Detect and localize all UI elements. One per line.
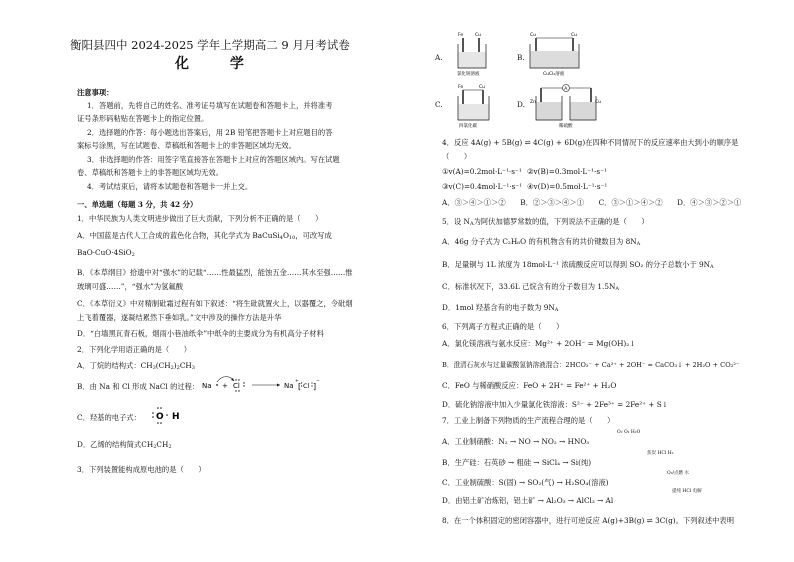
q7-option-a: A．工业制硝酸：N₂ → NO → NO₂ → HNO₃ [442,437,590,446]
q2-option-c: C．羟基的电子式： [77,413,141,422]
q4-rate-2: ②v(B)=0.3mol·L⁻¹·s⁻¹ [527,167,607,176]
solution [459,52,486,68]
section-heading: 一、单选题（每题 3 分，共 42 分） [77,200,198,209]
question-4-paren: （ ） [442,152,472,161]
q7-option-b: B．生产硅：石英砂 → 粗硅 → SiCl₄ → Si(纯) [442,458,592,467]
reagent-label: 提纯 [672,489,681,494]
electron-dot [235,379,236,380]
subscript: A [554,307,559,313]
cl-ion-label: Cl [303,382,310,390]
subscript: A [710,264,714,270]
bracket-left-icon: [ [298,382,302,391]
figure-a-label: A. [435,53,443,62]
notice-heading: 注意事项： [77,88,114,97]
q5-option-b [442,260,714,272]
q5-option-d-text: D．1mol 羟基含有的电子数为 9N [442,303,555,312]
plus-sign: + [222,382,228,390]
solution [531,51,579,68]
na-electron-dot [216,384,218,386]
electron-dot [243,382,244,383]
solution [571,102,596,120]
electrode-label: Zn [530,100,536,105]
formula-part: BaO·CuO·4SiO [77,248,132,257]
question-7-stem: 7．工业上制备下列物质的生产流程合理的是（ ） [442,416,615,425]
q1-option-c: C．《本草衍义》中对精制砒霜过程有如下叙述：“将生砒就置火上，以器覆之，令砒烟 [77,299,353,308]
figure-caption: 稀硫酸 [559,124,573,129]
solution [537,102,562,120]
formula-part: ) [173,361,177,370]
nacl-formation-diagram [200,373,320,397]
q7-option-d: D．由铝土矿冶炼铝，铝土矿 → Al₂O₃ → AlCl₃ → Al [442,496,614,505]
q5-option-a [442,237,640,249]
formula-part: CH [141,440,154,449]
na-ion-label: Na [284,382,294,390]
q6-option-b: B．澄清石灰水与过量碳酸氢钠溶液混合：2HCO₃⁻ + Ca²⁺ + 2OH⁻ = CaCO₃↓ + 2H₂O + CO₃²⁻ [442,361,740,369]
electron-dot [238,379,239,380]
figure-b-label: B. [517,53,525,62]
q1-option-b-cont: 玻璃可盛……”，“强水”为氢氟酸 [77,282,184,291]
cell-figure-d [529,82,604,130]
question-4-stem: 4．反应 4A(g) + 5B(g) ⇌ 4C(g) + 6D(g)在四种不同情况下的反应速率由大到小的顺序是 [442,138,739,147]
positive-charge: + [295,379,299,384]
q2-option-d-text: D．乙烯的结构简式 [77,440,142,449]
q5-option-b-text: B．足量铜与 1L 浓度为 18mol·L⁻¹ 浓硫酸反应可以得到 SO₂ 的分子总数小于 9N [442,260,711,269]
q5-option-c [442,282,619,294]
q4-rate-4: ④v(D)=0.5mol·L⁻¹·s⁻¹ [527,182,608,191]
q6-option-a: A．氯化镁溶液与氨水反应：Mg²⁺ + 2OH⁻ = Mg(OH)₂↓ [442,339,636,348]
reagent-label: O₂ [623,430,630,435]
electron-dot [157,407,159,409]
cl-atom-label: Cl [233,382,240,390]
reagent-label: 水 [684,471,689,476]
electron-dot [235,390,236,391]
hydroxyl-lewis-diagram [150,405,200,425]
q5-stem-tail: 为阿伏加德罗常数的值，下列说法不正确的是（ ） [473,217,649,226]
q5-option-d [442,303,558,315]
q2-option-d [77,440,172,452]
reagent-label: H₂O [630,430,641,435]
reagent-label: HCl [682,489,692,494]
subject-title: 化 学 [175,56,262,72]
question-5-stem [442,217,649,229]
electron-dot [243,385,244,386]
electron-dot [157,422,159,424]
oxygen-symbol: O [156,412,164,422]
figure-caption: 氯化钠溶液 [457,72,480,77]
subscript: 2 [170,365,174,371]
q4-rate-1: ①v(A)=0.2mol·L⁻¹·s⁻¹ [442,167,522,176]
subscript: 2 [153,444,157,450]
q7-c-reagents [667,471,689,476]
q7-d-reagents [672,489,702,494]
q6-option-d: D．硫化钠溶液中加入少量氯化铁溶液：S²⁻ + 2Fe³⁺ = 2Fe²⁺ + S↓ [442,400,668,409]
electrode-label: Cu [595,100,601,105]
notice-line: 1．答题前，先将自己的姓名、准考证号填写在试题卷和答题卡上，并将准考 [87,101,333,110]
figure-d-label: D. [517,100,525,109]
q1-option-a-cont [77,248,135,260]
q5-option-c-text: C．标准状况下，33.6L 己烷含有的分子数目为 1.5N [442,282,616,291]
exam-title: 衡阳县四中 2024-2025 学年上学期高二 9 月月考试卷 [70,38,350,52]
subscript: 4 [279,235,283,241]
formula-part: (CH [155,361,171,370]
q5-option-a-text: A．46g 分子式为 C₂H₆O 的有机物含有的共价键数目为 8N [442,237,637,246]
notice-line: 4．考试结束后，请将本试题卷和答题卡一并上交。 [87,182,253,191]
q7-a-reagents [617,430,640,435]
q2-option-a-text: A．丁烷的结构式：CH [77,361,153,370]
formula-part: ，可改写成 [295,231,332,240]
figure-caption: 四氯化碳 [459,124,477,129]
q2-option-a [77,361,195,373]
electrode-label: Cu [479,85,485,90]
subscript: A [469,221,474,227]
figure-c-label: C. [435,100,443,109]
electrode-label: Cu [475,33,481,38]
notice-line: 3．非选择题的作答：用签字笔直接答在答题卡上对应的答题区域内。写在试题 [87,155,340,164]
subscript: A [615,286,619,292]
electron-dot [166,414,168,416]
subscript: 2 [168,444,172,450]
electron-dot [301,385,302,386]
question-8-stem: 8．在一个体积固定的密闭容器中，进行可逆反应 A(g)+3B(g) ⇌ 3C(g)。下列叙述中表明 [442,516,735,525]
subscript: 3 [191,365,195,371]
subscript: 3 [152,365,156,371]
notice-line: 2．选择题的作答：每小题选出答案后，用 2B 铅笔把答题卡上对应题目的答 [87,128,333,137]
reagent-label: O₂ [617,430,623,435]
electron-dot [152,416,154,418]
reagent-label: HCl [657,451,667,456]
figure-caption: CuCl₂溶液 [543,72,565,77]
q5-stem-text: 5．设 N [442,217,470,226]
solution [459,104,489,120]
question-3-stem: 3．下列装置能构成原电池的是（ ） [77,465,206,474]
subscript: 2 [131,252,135,258]
cell-figure-a [455,30,495,78]
q7-b-reagents [647,451,673,456]
galvanometer-icon-label: A [564,86,568,92]
notice-line: 卷、草稿纸和答题卡上的非答题区域均无效。 [77,168,223,177]
na-atom-label: Na [202,382,212,390]
question-2-stem: 2．下列化学用语正确的是（ ） [77,345,192,354]
formula-part: CH [179,361,192,370]
cell-figure-c [455,82,497,130]
arrow-head [277,384,280,387]
electrode-label: Cu [530,33,536,38]
q1-option-c-cont: 上飞着覆器，遂凝结累然下垂如乳。”文中涉及的操作方法是升华 [77,313,282,322]
electron-dot [160,422,162,424]
reagent-label: H₂ [667,451,674,456]
formula-part: CH [156,440,169,449]
reagent-label: 焦炭 [647,451,656,456]
question-1-stem: 1．中华民族为人类文明进步做出了巨大贡献，下列分析不正确的是（ ） [77,214,323,223]
q1-option-d: D．“白墙黑瓦青石板，烟雨小巷油纸伞”中纸伞的主要成分为有机高分子材料 [77,329,324,338]
q4-rate-3: ③v(C)=0.4mol·L⁻¹·s⁻¹ [442,182,523,191]
q1-option-a-text: A．中国蓝是古代人工合成的蓝色化合物，其化学式为 BaCuSi [77,231,280,240]
electron-dot [238,390,239,391]
reagent-label: 电解 [692,489,702,494]
notice-line: 证号条形码粘贴在答题卡上的指定位置。 [77,114,209,123]
question-6-stem: 6．下列离子方程式正确的是（ ） [442,322,564,331]
electrode-label: Fe [458,33,464,38]
subscript: A [636,241,641,247]
q1-option-b: B．《本草纲目》拾遗中对“强水”的记载“……性最猛烈，能蚀五金……其水至强……惟 [77,268,353,277]
formula-part: O [282,231,289,240]
q2-option-b: B．由 Na 和 Cl 形成 NaCl 的过程： [77,382,200,391]
bracket-right-icon: ] [313,382,317,391]
electrode-label: Fe [458,85,464,90]
q4-options: A．③＞④＞①＞② B．②＞③＞④＞① C．③＞①＞④＞② D．④＞③＞②＞① [442,198,742,207]
hydrogen-symbol: H [172,412,180,422]
cell-figure-b [527,30,582,78]
notice-line: 案标号涂黑，写在试题卷、草稿纸和答题卡上的非答题区域均无效。 [77,141,296,150]
electron-dot [301,382,302,383]
subscript: 2 [176,365,180,371]
electron-dot [160,407,162,409]
electrode-label: Cu [571,33,577,38]
reagent-label: O₂/点燃 [667,471,684,476]
subscript: 10 [288,235,296,241]
q1-option-a [77,231,332,243]
negative-charge: − [316,379,320,384]
q6-option-c: C．FeO 与稀硝酸反应：FeO + 2H⁺ = Fe²⁺ + H₂O [442,381,617,390]
q7-option-c: C．工业制硫酸：S(固) → SO₂(气) → H₂SO₄(溶液) [442,478,609,487]
electron-dot [152,412,154,414]
